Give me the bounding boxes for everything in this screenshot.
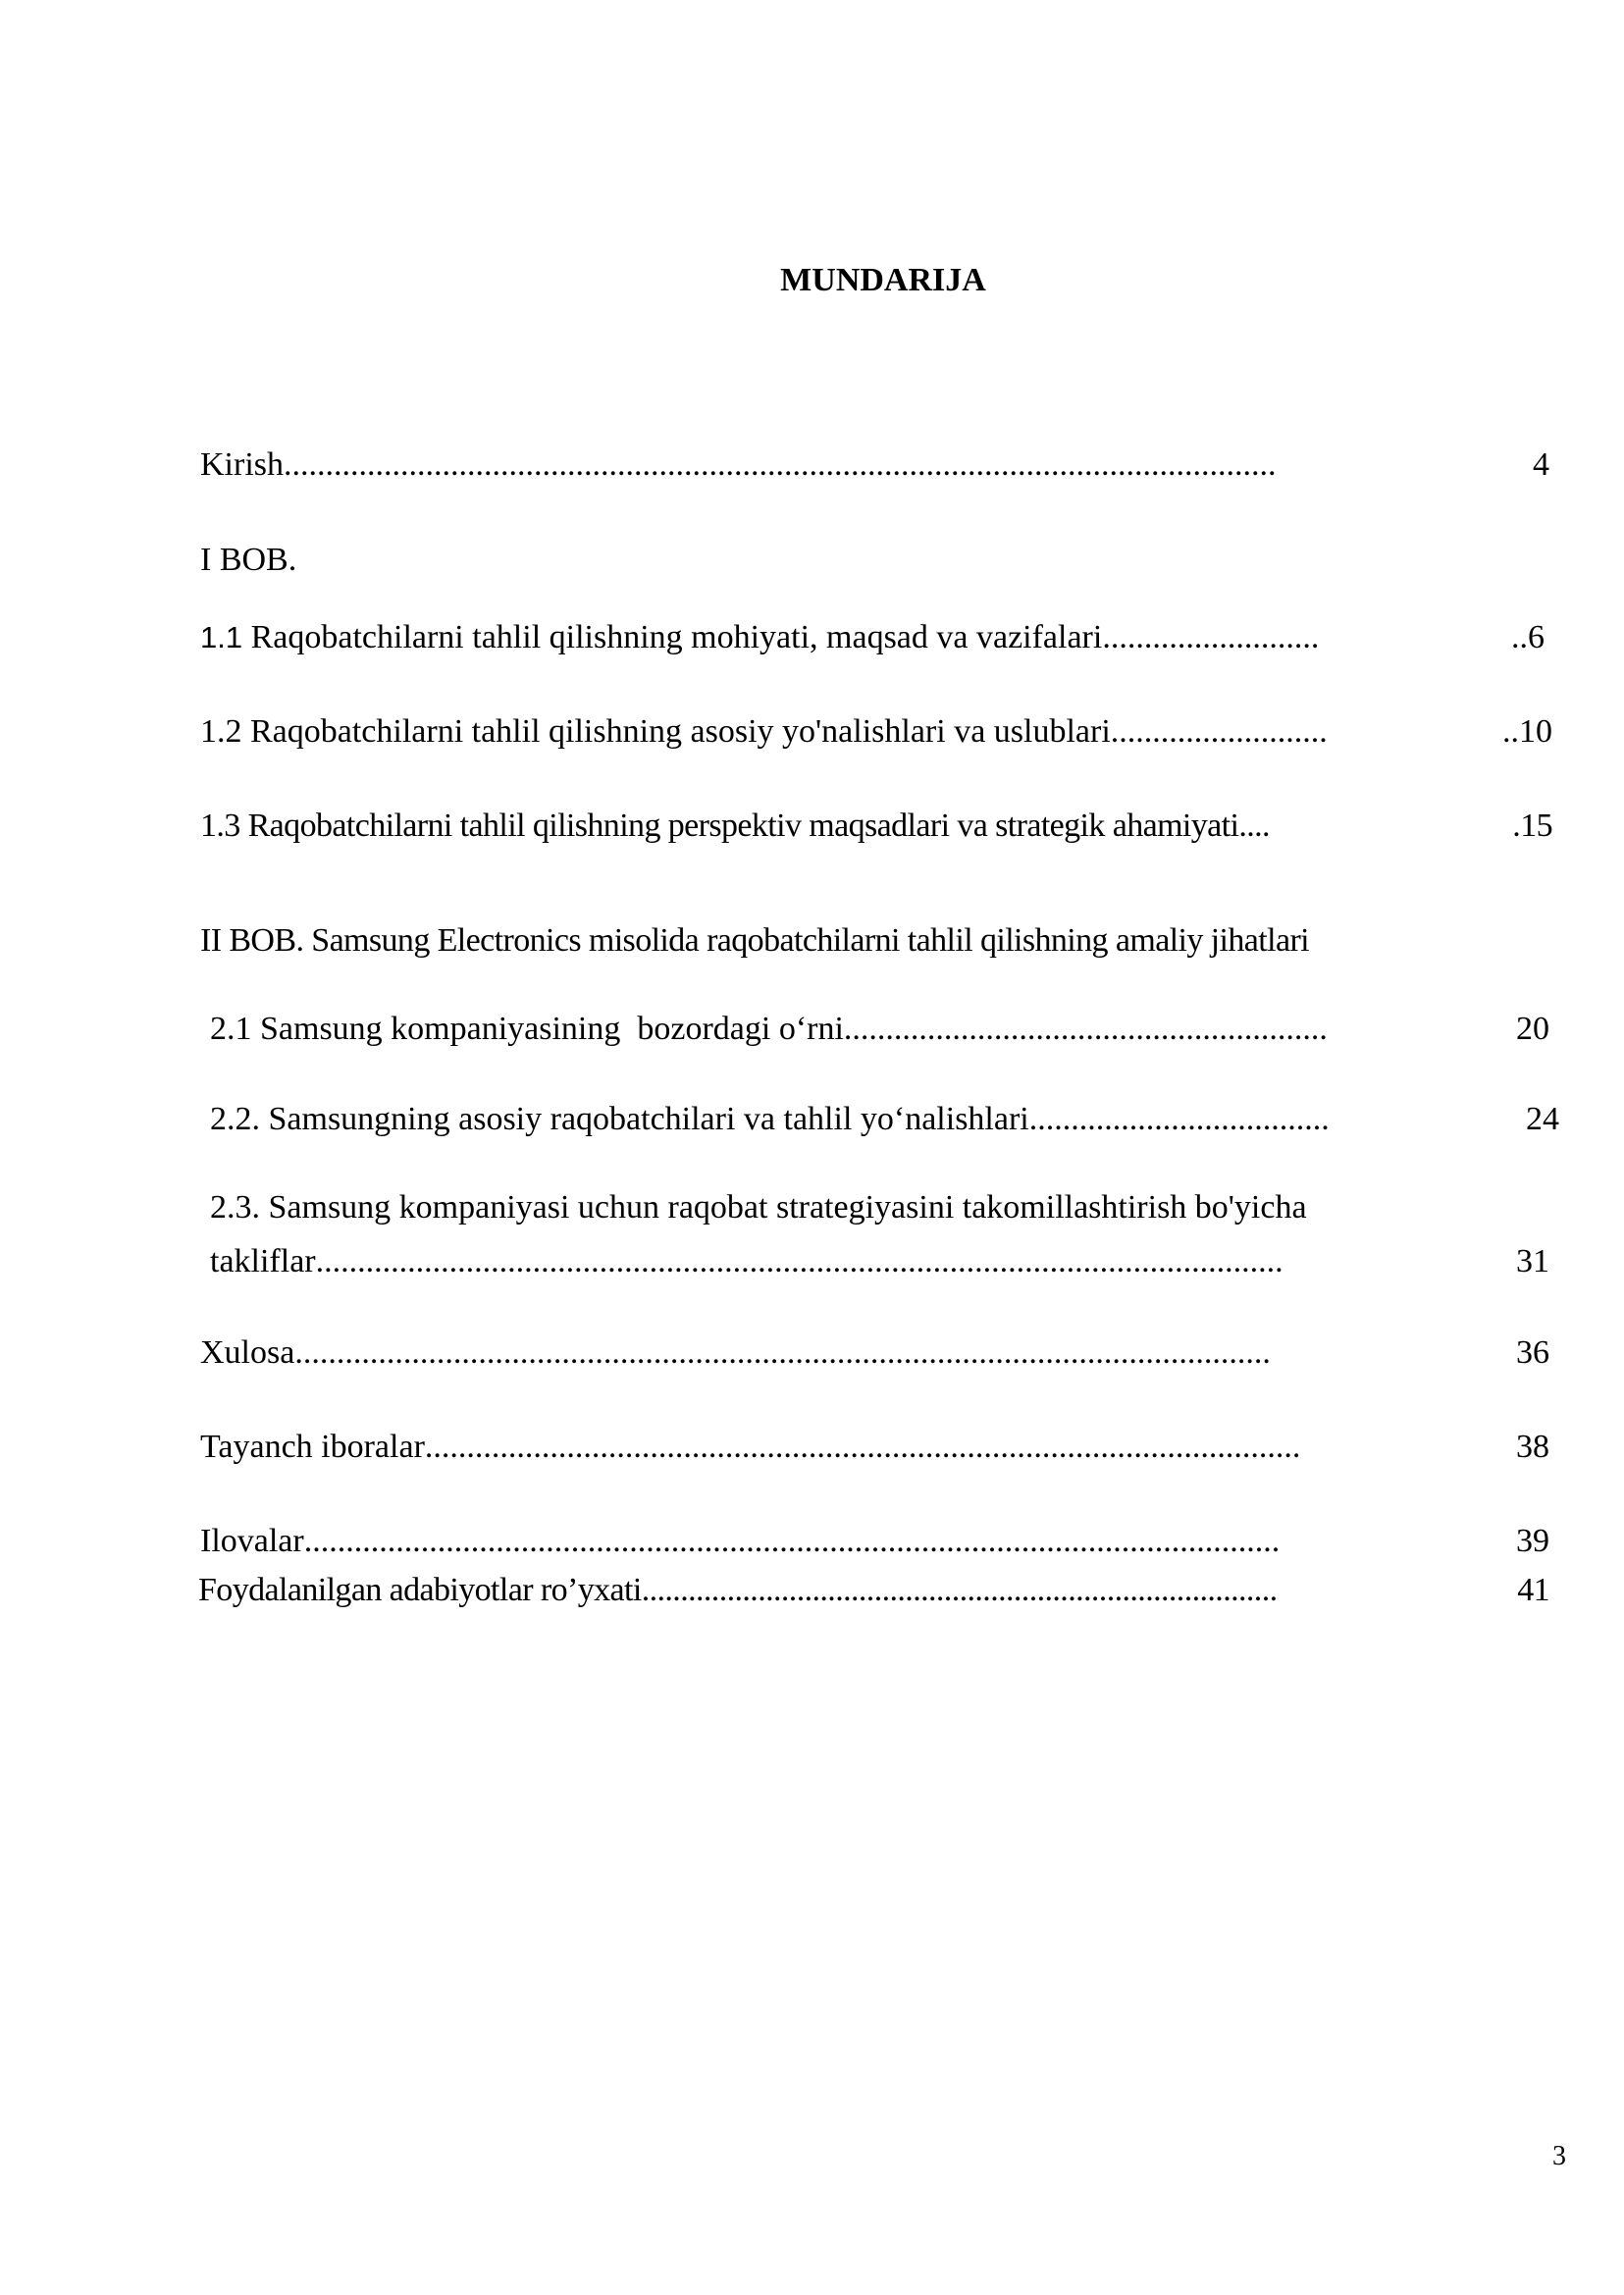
toc-page-number: .15: [1504, 808, 1552, 844]
toc-page-number: 31: [1516, 1243, 1549, 1279]
toc-item-label: Foydalanilgan adabiyotlar ro’yxati: [198, 1572, 642, 1608]
toc-chapter-heading: I BOB.: [200, 542, 297, 578]
toc-item-number: 1.1: [200, 620, 243, 654]
toc-item-label: 1.3 Raqobatchilarni tahlil qilishning perspektiv maqsadlari va strategik ahamiyati: [200, 808, 1239, 844]
toc-item-2-3: [210, 1238, 1549, 1285]
toc-item-tayanch-iboralar: [200, 1424, 1549, 1471]
toc-page-number: 39: [1516, 1523, 1549, 1559]
toc-leader-dots: ....................................: [1028, 1101, 1330, 1137]
page-number: 3: [1552, 2141, 1566, 2171]
toc-item-ilovalar: [200, 1518, 1549, 1565]
toc-leader-dots: ..........................: [1110, 713, 1328, 750]
toc-item-label: 1.2 Raqobatchilarni tahlil qilishning asosiy yo'nalishlari va uslublari: [200, 713, 1111, 750]
toc-item-label: Xulosa: [200, 1334, 295, 1371]
toc-item-label: Kirish: [200, 446, 284, 483]
toc-item-kirish: [200, 442, 1549, 489]
toc-page-number: ..6: [1502, 619, 1545, 655]
toc-item-2-2: [210, 1096, 1559, 1143]
toc-page-number: ..10: [1502, 713, 1552, 750]
toc-leader-dots: ..........................: [1102, 619, 1320, 655]
toc-page-number: 36: [1516, 1334, 1549, 1371]
toc-page-number: 38: [1507, 1429, 1549, 1465]
toc-leader-dots: ..........................................................: [843, 1011, 1328, 1047]
toc-item-adabiyotlar: [198, 1567, 1549, 1614]
toc-chapter-heading: II BOB. Samsung Electronics misolida raqobatchilarni tahlil qilishning amaliy jihatlari: [200, 922, 1310, 959]
toc-item-label: Raqobatchilarni tahlil qilishning mohiyati, maqsad va vazifalari: [242, 619, 1103, 655]
toc-item-label: 2.1 Samsung kompaniyasining bozordagi o‘rni: [210, 1011, 844, 1047]
toc-leader-dots: .....................................................................................................................: [303, 1523, 1281, 1559]
toc-leader-dots: ....: [1238, 808, 1270, 844]
toc-page-number: 4: [1533, 446, 1549, 483]
toc-item-2-1: [210, 1006, 1549, 1053]
toc-leader-dots: ....................................................................................................................: [315, 1243, 1283, 1279]
toc-item-label: takliflar: [210, 1243, 316, 1279]
toc-item-label: Tayanch iboralar: [200, 1429, 425, 1465]
toc-page-number: 41: [1517, 1572, 1549, 1608]
toc-item-2-3-line1: 2.3. Samsung kompaniyasi uchun raqobat strategiyasini takomillashtirish bo'yicha: [210, 1189, 1307, 1226]
toc-item-label: Ilovalar: [200, 1523, 304, 1559]
toc-leader-dots: .........................................................................................................: [424, 1429, 1301, 1465]
toc-leader-dots: .......................................................................................................................: [284, 446, 1277, 483]
toc-item-label: 2.2. Samsungning asosiy raqobatchilari va tahlil yo‘nalishlari: [210, 1101, 1029, 1137]
toc-item-1-3: [200, 803, 1552, 850]
toc-page-number: 20: [1507, 1011, 1549, 1047]
toc-item-1-1: [200, 614, 1545, 661]
toc-page-number: 24: [1517, 1101, 1559, 1137]
toc-leader-dots: ..................................................................................: [641, 1572, 1278, 1608]
toc-leader-dots: .....................................................................................................................: [294, 1334, 1271, 1371]
toc-item-1-2: [200, 708, 1552, 756]
toc-item-xulosa: [200, 1330, 1549, 1377]
page-title: MUNDARIJA: [780, 262, 986, 298]
